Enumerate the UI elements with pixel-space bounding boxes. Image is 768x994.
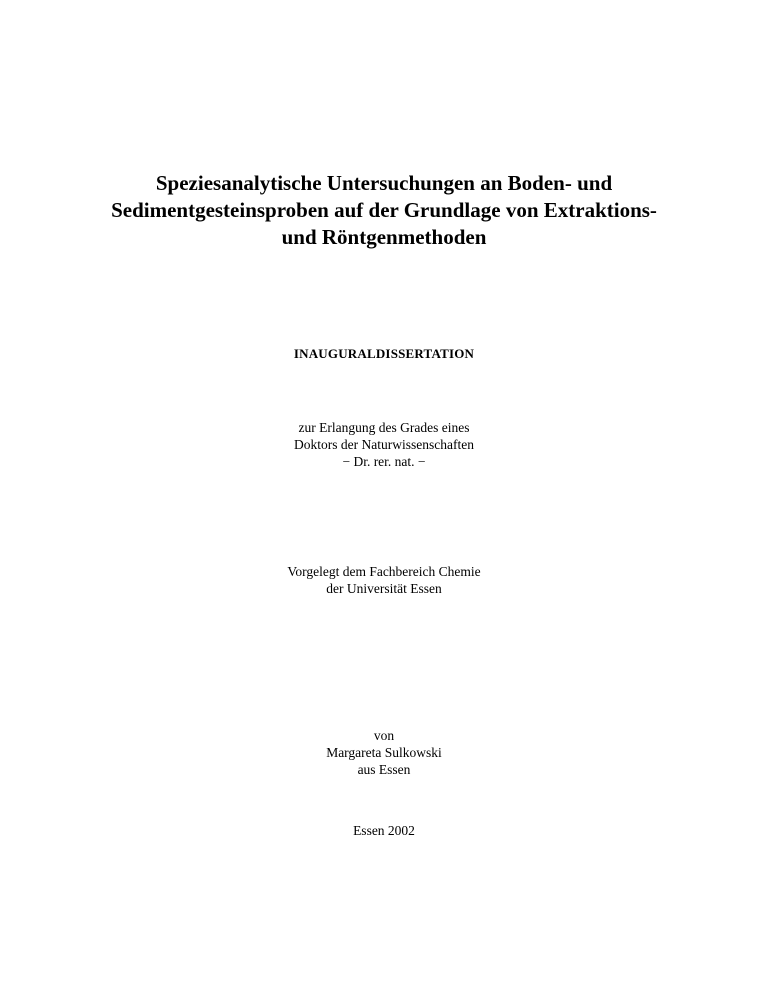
purpose-line-1: zur Erlangung des Grades eines — [298, 420, 470, 435]
place-and-date: Essen 2002 — [353, 823, 415, 838]
submitted-line-2: der Universität Essen — [326, 581, 442, 596]
author-name: Margareta Sulkowski — [326, 745, 442, 760]
title-line-3: und Röntgenmethoden — [281, 225, 487, 249]
submission-statement — [0, 563, 768, 597]
submitted-line-1: Vorgelegt dem Fachbereich Chemie — [287, 564, 481, 579]
author-block — [0, 727, 768, 778]
purpose-line-2: Doktors der Naturwissenschaften — [294, 437, 474, 452]
author-origin: aus Essen — [357, 762, 411, 777]
title-line-1: Speziesanalytische Untersuchungen an Boden- und — [155, 171, 613, 195]
dissertation-title — [40, 170, 728, 251]
purpose-line-3: − Dr. rer. nat. − — [342, 454, 426, 469]
author-line-1: von — [373, 728, 395, 743]
degree-purpose — [0, 419, 768, 470]
title-line-2: Sedimentgesteinsproben auf der Grundlage von Extraktions- — [111, 198, 657, 222]
document-type: INAUGURALDISSERTATION — [293, 346, 475, 361]
